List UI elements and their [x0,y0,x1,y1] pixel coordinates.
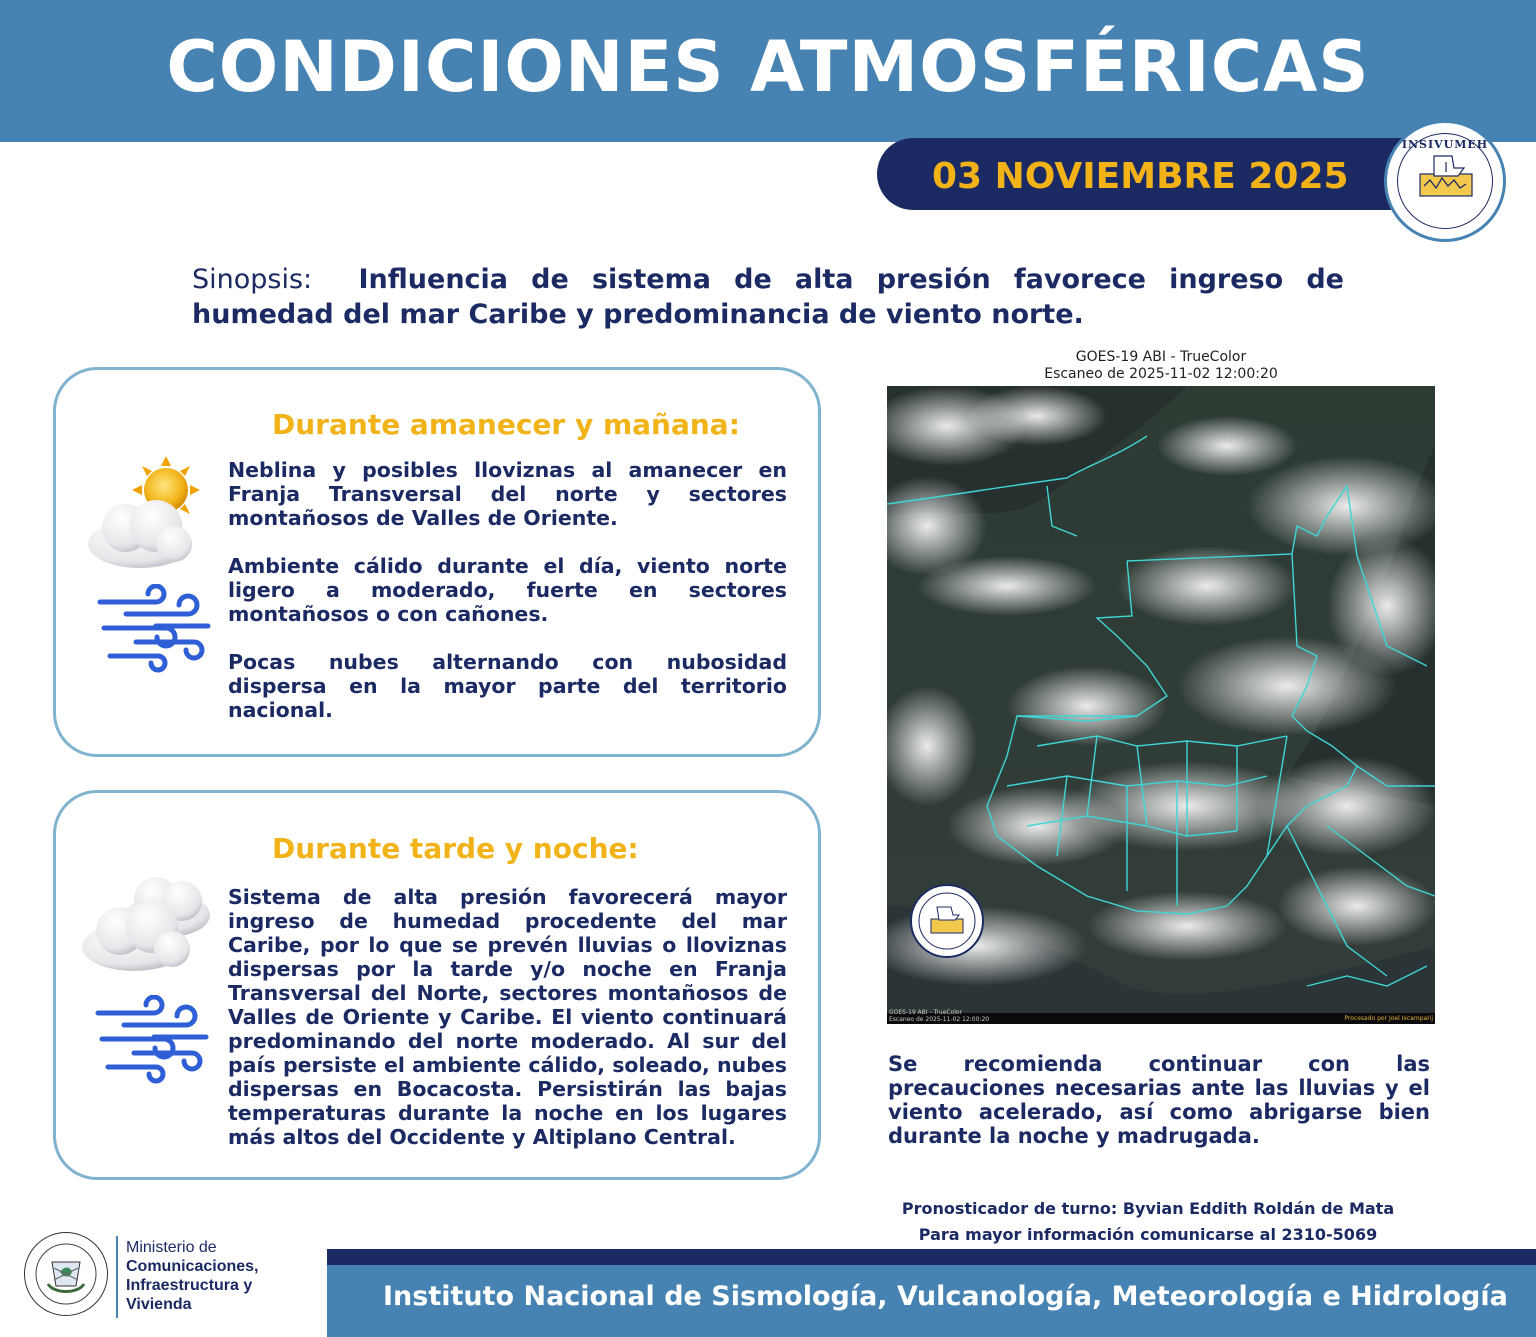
contact-phone: Para mayor información comunicarse al 2310-5069 [918,1225,1378,1244]
page-title: CONDICIONES ATMOSFÉRICAS [166,26,1370,108]
insivumeh-logo-ring [1397,133,1493,229]
ministry-line-1: Ministerio de [126,1239,217,1256]
evening-text [228,885,787,1173]
satellite-map [887,386,1435,1024]
satellite-info-right: Procesado por Joel Ixcamparij [1344,1015,1433,1022]
ministry-name [126,1238,258,1314]
satellite-watermark-icon [911,885,983,957]
footer-top-strip [327,1249,1536,1265]
synopsis [192,262,1344,332]
institute-name: Instituto Nacional de Sismología, Vulcanología, Meteorología e Hidrología [383,1281,1508,1312]
evening-paragraph-1: Sistema de alta presión favorecerá mayor ingreso de humedad procedente del mar Caribe, por lo que se prevén lluvias o lloviznas dispersas por la tarde y/o noche en Franja Transversal del Norte, sectores montañosos de Valles de Oriente y Caribe. El viento continuará predominando del norte moderado. Al sur del país persiste el ambiente cálido, soleado, nubes dispersas en Bocacosta. Persistirán las bajas temperaturas durante la noche en los lugares más altos del Occidente y Altiplano Central. [228,885,787,1149]
wind-icon [94,995,214,1089]
ministry-line-4: Vivienda [126,1296,192,1313]
morning-title: Durante amanecer y mañana: [272,408,740,441]
insivumeh-logo-text: INSIVUMEH [1401,138,1489,151]
satellite-caption [887,349,1435,383]
insivumeh-logo-emblem-icon [1398,134,1494,230]
cloud-icon [72,861,222,985]
evening-title: Durante tarde y noche: [272,832,639,865]
header-banner [0,0,1536,142]
ministry-line-2: Comunicaciones, [126,1258,259,1275]
morning-paragraph-2: Ambiente cálido durante el día, viento norte ligero a moderado, fuerte en sectores montañosos o con cañones. [228,554,787,626]
morning-paragraph-1: Neblina y posibles lloviznas al amanecer en Franja Transversal del norte y sectores montañosos de Valles de Oriente. [228,458,787,530]
recommendation: Se recomienda continuar con las precauciones necesarias ante las lluvias y el viento acelerado, así como abrigarse bien durante la noche y madrugada. [888,1052,1430,1148]
footer-divider [116,1236,118,1318]
satellite-caption-line-1: GOES-19 ABI - TrueColor [1075,349,1247,365]
satellite-info-bar [887,1009,1435,1024]
satellite-info-left [889,1009,989,1023]
sun-cloud-icon [78,456,218,580]
satellite-info-left-2: Escaneo de 2025-11-02 12:00:20 [889,1016,990,1023]
report-date: 03 NOVIEMBRE 2025 [932,156,1349,197]
wind-icon [96,584,216,678]
morning-card [53,367,821,757]
forecaster-name: Pronosticador de turno: Byvian Eddith Roldán de Mata [901,1199,1395,1218]
satellite-caption-line-2: Escaneo de 2025-11-02 12:00:20 [1044,366,1278,382]
morning-text [228,458,787,746]
guatemala-seal-icon [24,1232,108,1316]
ministry-line-3: Infraestructura y [126,1277,253,1294]
synopsis-label: Sinopsis: [192,264,313,295]
insivumeh-logo [1384,120,1506,242]
morning-paragraph-3: Pocas nubes alternando con nubosidad dispersa en la mayor parte del territorio nacional. [228,650,787,722]
evening-card [53,790,821,1180]
forecaster-info [858,1196,1438,1248]
satellite-info-left-1: GOES-19 ABI - TrueColor [889,1009,963,1016]
synopsis-text: Influencia de sistema de alta presión favorece ingreso de humedad del mar Caribe y predominancia de viento norte. [192,264,1344,330]
satellite-image [887,386,1435,1024]
